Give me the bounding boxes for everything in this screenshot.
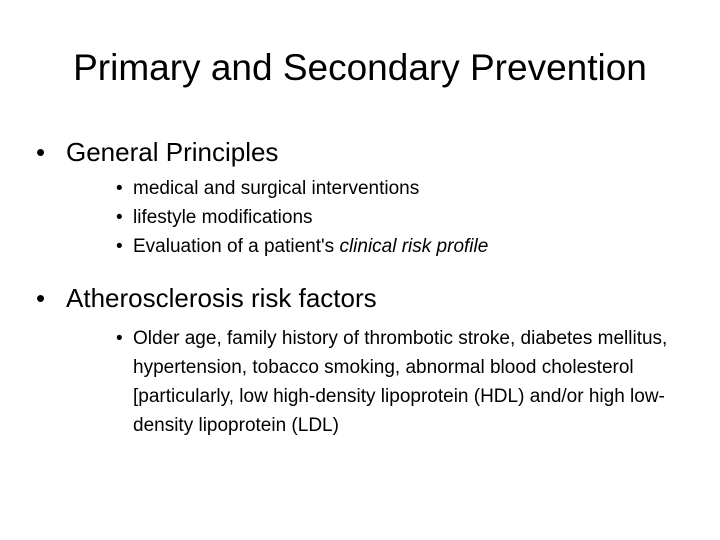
list-item-emphasis: clinical risk profile [339,236,489,257]
bullet-icon: • [116,236,123,257]
list-item [116,174,676,203]
list-item-text: Evaluation of a patient's [133,236,340,257]
list-item-text: lifestyle modifications [133,207,313,228]
bullet-icon: • [116,178,123,199]
bullet-icon: • [116,328,123,349]
bullet-icon: • [116,207,123,228]
list-item [116,203,676,232]
section-heading-label: General Principles [66,137,279,167]
risk-factors-list [116,324,676,440]
general-principles-list [116,174,676,261]
slide-title: Primary and Secondary Prevention [73,47,647,88]
section-heading-label: Atherosclerosis risk factors [66,283,377,313]
section-heading-general-principles [36,136,278,168]
list-item-text: medical and surgical interventions [133,178,420,199]
list-item [116,232,676,261]
bullet-icon: • [36,283,46,313]
section-heading-atherosclerosis-risk-factors [36,282,377,314]
list-item-text: Older age, family history of thrombotic stroke, diabetes mellitus, hypertension, tobacco smoking, abnormal blood cholesterol [particularly, low high-density lipoprotein (HDL) and/or high low-density lipoprotein (LDL) [133,328,668,436]
list-item [116,324,676,440]
bullet-icon: • [36,137,46,167]
